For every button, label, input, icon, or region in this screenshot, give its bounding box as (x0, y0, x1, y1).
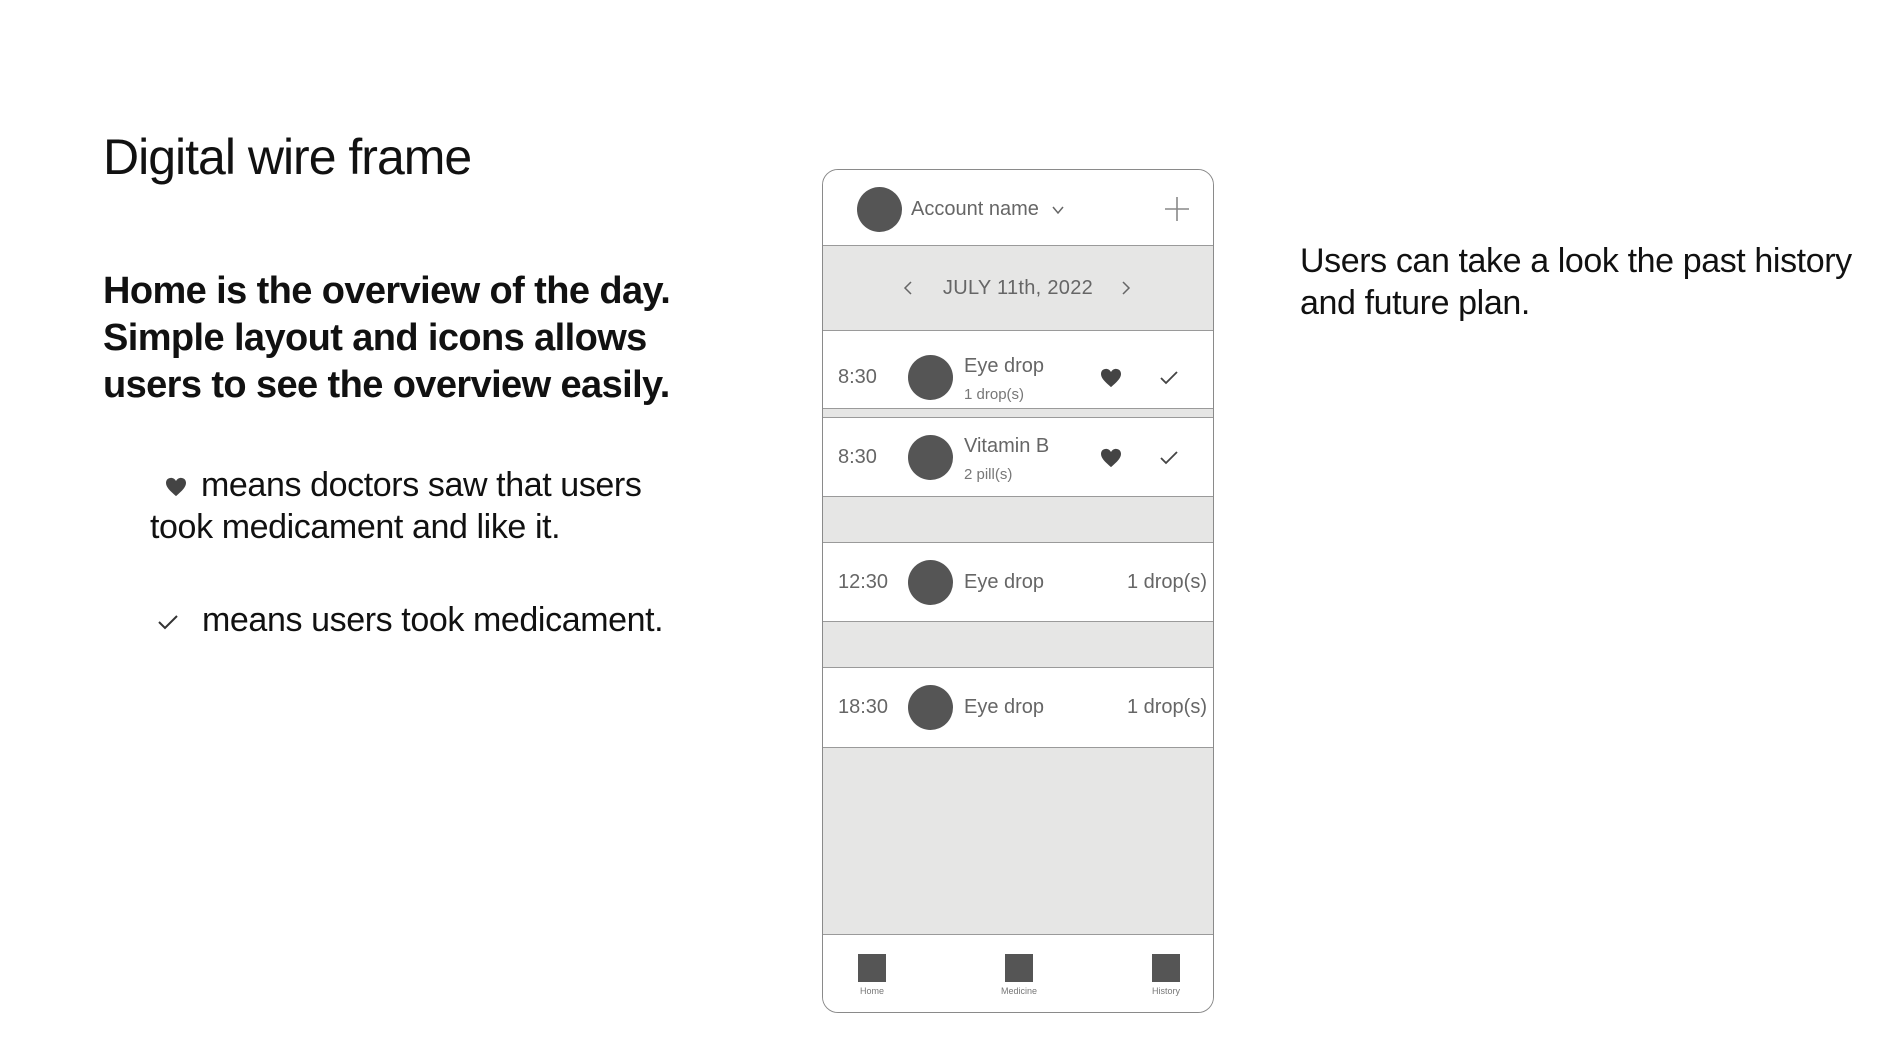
home-icon (858, 954, 886, 982)
row-time: 12:30 (838, 571, 889, 593)
slide-title: Digital wire frame (103, 129, 472, 185)
medicine-icon (1005, 954, 1033, 982)
nav-home-label: Home (859, 986, 884, 996)
account-name[interactable]: Account name (911, 198, 1039, 220)
heart-icon[interactable] (1100, 448, 1122, 468)
account-avatar[interactable] (857, 187, 902, 232)
row-medicine-amount: 1 drop(s) (964, 386, 1025, 403)
row-time: 18:30 (838, 696, 889, 718)
phone-wireframe (822, 169, 1214, 1013)
row-medicine-name: Eye drop (964, 355, 1045, 377)
nav-history-label: History (1151, 986, 1180, 996)
row-dose: 1 drop(s) (1126, 696, 1207, 718)
row-medicine-name: Vitamin B (964, 435, 1050, 457)
schedule-row[interactable] (823, 667, 1213, 748)
date-navigator (823, 247, 1213, 329)
slide-lead-text: Home is the overview of the day. Simple layout and icons allows users to see the overview easily. (103, 270, 671, 406)
medicine-icon (908, 435, 953, 480)
heart-icon[interactable] (1100, 368, 1122, 388)
add-icon[interactable] (1163, 195, 1191, 223)
legend-check-item (150, 599, 710, 641)
legend-heart-text: means doctors saw that users took medicament and like it. (150, 466, 642, 546)
history-note: Users can take a look the past history and future plan. (1300, 242, 1852, 322)
current-date: JULY 11th, 2022 (942, 277, 1094, 299)
row-medicine-name: Eye drop (964, 571, 1045, 593)
app-header (823, 170, 1213, 246)
nav-medicine-label: Medicine (1000, 986, 1038, 996)
schedule-row[interactable] (823, 542, 1213, 622)
legend-heart-item (150, 464, 710, 548)
legend-check-text: means users took medicament. (202, 601, 664, 639)
row-medicine-name: Eye drop (964, 696, 1045, 718)
medicine-icon (908, 685, 953, 730)
row-time: 8:30 (838, 366, 877, 388)
row-dose: 1 drop(s) (1126, 571, 1207, 593)
bottom-nav (823, 934, 1213, 1012)
check-icon (156, 612, 180, 632)
row-medicine-amount: 2 pill(s) (964, 466, 1013, 483)
schedule-row[interactable] (823, 330, 1213, 409)
heart-icon (165, 477, 187, 497)
row-time: 8:30 (838, 446, 877, 468)
nav-history[interactable] (1136, 954, 1196, 996)
check-icon[interactable] (1159, 450, 1179, 466)
nav-medicine[interactable] (989, 954, 1049, 996)
history-icon (1152, 954, 1180, 982)
chevron-right-icon[interactable] (1119, 280, 1133, 296)
schedule-row[interactable] (823, 417, 1213, 497)
medicine-icon (908, 560, 953, 605)
nav-home[interactable] (842, 954, 902, 996)
medicine-icon (908, 355, 953, 400)
chevron-down-icon[interactable] (1051, 203, 1065, 217)
check-icon[interactable] (1159, 370, 1179, 386)
